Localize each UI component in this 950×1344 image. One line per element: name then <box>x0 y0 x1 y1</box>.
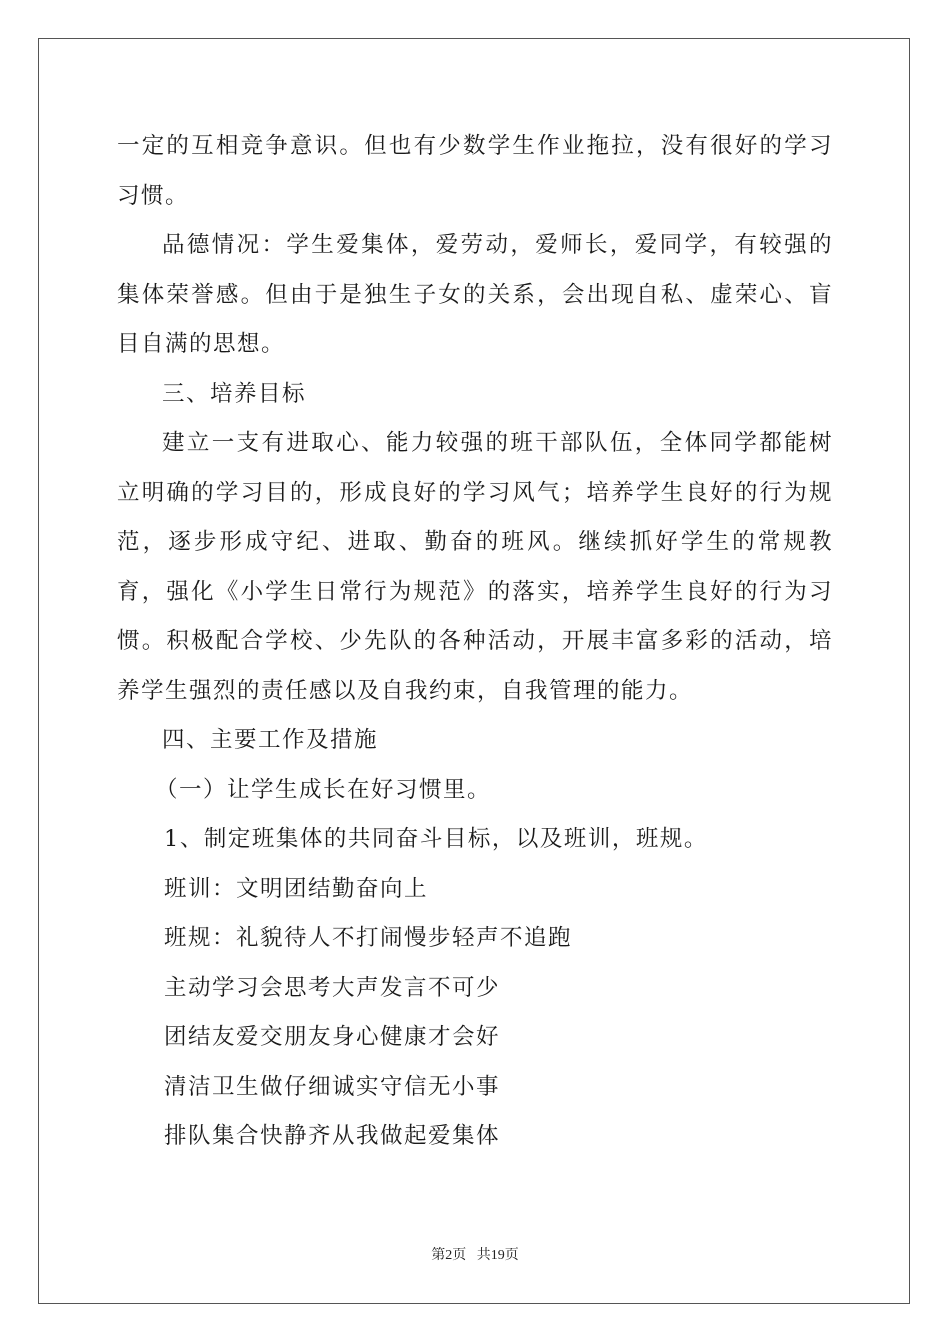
section-heading-goals: 三、培养目标 <box>162 380 307 407</box>
document-body <box>117 122 833 1162</box>
section-heading-measures: 四、主要工作及措施 <box>162 727 379 753</box>
subsection-heading: （一）让学生成长在好习惯里。 <box>155 776 492 803</box>
paragraph-study-habits: 一定的互相竞争意识。但也有少数学生作业拖拉，没有很好的学习习惯。 <box>117 133 833 209</box>
paragraph-moral-situation: 品德情况：学生爱集体，爱劳动，爱师长，爱同学，有较强的集体荣誉感。但由于是独生子女的关系，会出现自私、虚荣心、盲目自满的思想。 <box>117 232 833 357</box>
class-motto: 班训：文明团结勤奋向上 <box>164 875 429 902</box>
paragraph-goals: 建立一支有进取心、能力较强的班干部队伍，全体同学都能树立明确的学习目的，形成良好的学习风气；培养学生良好的行为规范，逐步形成守纪、进取、勤奋的班风。继续抓好学生的常规教育，强化《小学生日常行为规范》的落实，培养学生良好的行为习惯。积极配合学校、少先队的各种活动，开展丰富多彩的活动，培养学生强烈的责任感以及自我约束，自我管理的能力。 <box>117 430 833 704</box>
rule-line: 排队集合快静齐从我做起爱集体 <box>164 1123 501 1149</box>
page-number: 第2页 共19页 <box>431 1248 519 1263</box>
rule-line: 清洁卫生做仔细诚实守信无小事 <box>164 1073 501 1100</box>
rule-line: 团结友爱交朋友身心健康才会好 <box>164 1024 501 1050</box>
list-item: 1、制定班集体的共同奋斗目标，以及班训，班规。 <box>164 826 708 852</box>
class-rules: 班规：礼貌待人不打闹慢步轻声不追跑 <box>164 925 573 951</box>
rule-line: 主动学习会思考大声发言不可少 <box>164 974 501 1001</box>
